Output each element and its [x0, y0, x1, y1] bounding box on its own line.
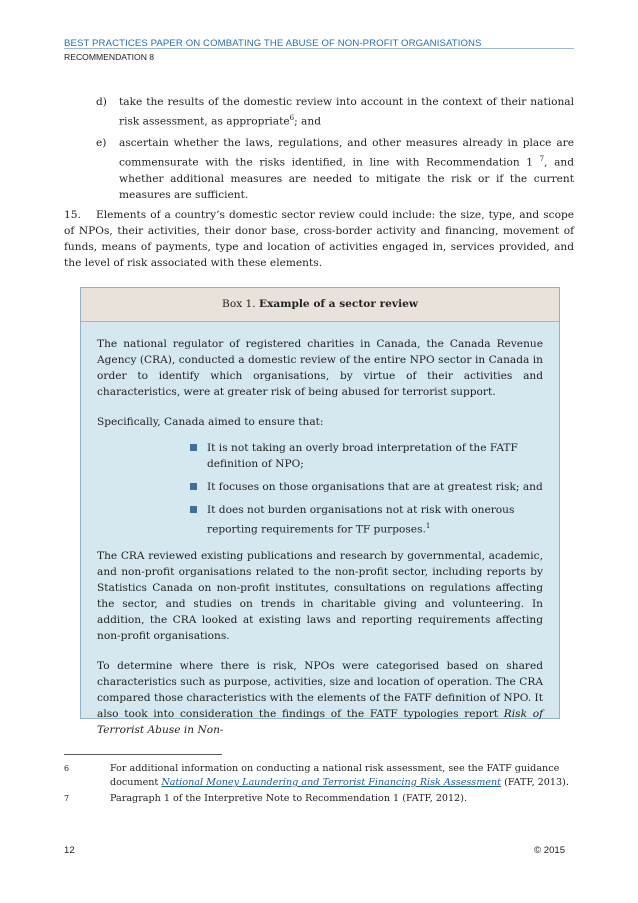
list-item-text: ascertain whether the laws, regulations, and other measures already in place are commensurate with the risks identified, in line with Recommendation 1 $^7$, and whether additional measures are needed to mitigate the risk or if the current measures are sufficient.: [119, 137, 574, 201]
list-item-e: [96, 135, 574, 203]
report-title: Risk of Terrorist Abuse in Non-: [97, 707, 543, 736]
box-sector-review: [80, 287, 560, 736]
box-heading: [81, 288, 559, 322]
page-number: 12: [64, 845, 75, 856]
box-paragraph: To determine where there is risk, NPOs were categorised based on shared characteristics such as purpose, activities, size and location of operation. The CRA compared those characteristics with the elements of the FATF definition of NPO. It also took into consideration the findings of the FATF typologies report Risk of Terrorist Abuse in Non-: [97, 659, 543, 736]
box-paragraph: The CRA reviewed existing publications and research by governmental, academic, and non-profit organisations related to the non-profit sector, including reports by Statistics Canada on non-profit institutes, consultations on regulations affecting the sector, and studies on trends in charitable giving and volunteering. In addition, the CRA looked at existing laws and reporting requirements affecting non-profit organisations.: [97, 549, 543, 642]
footnote-6: [64, 762, 574, 790]
square-bullet-icon: [190, 506, 197, 513]
box-paragraph: Specifically, Canada aimed to ensure that:: [97, 416, 324, 428]
header-rule: [64, 48, 574, 49]
square-bullet-icon: [190, 444, 197, 451]
footnote-ref-7[interactable]: 7: [539, 155, 545, 163]
footnote-number: 7: [64, 794, 70, 803]
list-item-text: take the results of the domestic review into account in the context of their national risk assessment, as appropriate$^6$; and: [119, 96, 574, 128]
square-bullet-icon: [190, 483, 197, 490]
footnote-rule: [64, 754, 222, 755]
bullet-item: It does not burden organisations not at risk with onerous reporting requirements for TF purposes.$^1$: [189, 502, 543, 538]
bullet-list: [97, 440, 543, 538]
box-body: [81, 322, 559, 738]
bullet-item: It focuses on those organisations that are at greatest risk; and: [189, 479, 543, 495]
list-item-label: e): [96, 137, 107, 149]
guidance-document-link[interactable]: National Money Laundering and Terrorist Financing Risk Assessment: [161, 777, 502, 788]
running-header-title: BEST PRACTICES PAPER ON COMBATING THE ABUSE OF NON-PROFIT ORGANISATIONS: [64, 38, 482, 49]
box-title: Example of a sector review: [259, 298, 418, 310]
footnote-ref-6[interactable]: 6: [289, 114, 295, 122]
paragraph-text: Elements of a country’s domestic sector review could include: the size, type, and scope of NPOs, their activities, their donor base, cross-border activity and financing, movement of funds, means of payments, type and location of activities engaged in, services provided, and the level of risk associated with these elements.: [64, 209, 574, 269]
paragraph-number: 15.: [64, 209, 81, 221]
footnote-7: [64, 792, 574, 806]
paragraph-15: [64, 207, 574, 271]
footnote-number: 6: [64, 764, 70, 773]
list-item-d: [96, 94, 574, 130]
footnote-ref-1[interactable]: 1: [425, 522, 431, 530]
list-item-label: d): [96, 96, 107, 108]
running-header-subtitle: RECOMMENDATION 8: [64, 52, 155, 62]
box-label: Box 1.: [222, 298, 256, 310]
bullet-item: It is not taking an overly broad interpretation of the FATF definition of NPO;: [189, 440, 543, 472]
footnote-text: Paragraph 1 of the Interpretive Note to Recommendation 1 (FATF, 2012).: [110, 793, 468, 804]
footnote-text: For additional information on conducting a national risk assessment, see the FATF guidance document National Money Laundering and Terrorist Financing Risk Assessment (FATF, 2013).: [110, 763, 569, 788]
copyright: © 2015: [534, 845, 566, 856]
box-paragraph: The national regulator of registered charities in Canada, the Canada Revenue Agency (CRA), conducted a domestic review of the entire NPO sector in Canada in order to identify which organisations, by virtue of their activities and characteristics, were at greater risk of being abused for terrorist support.: [97, 338, 543, 398]
